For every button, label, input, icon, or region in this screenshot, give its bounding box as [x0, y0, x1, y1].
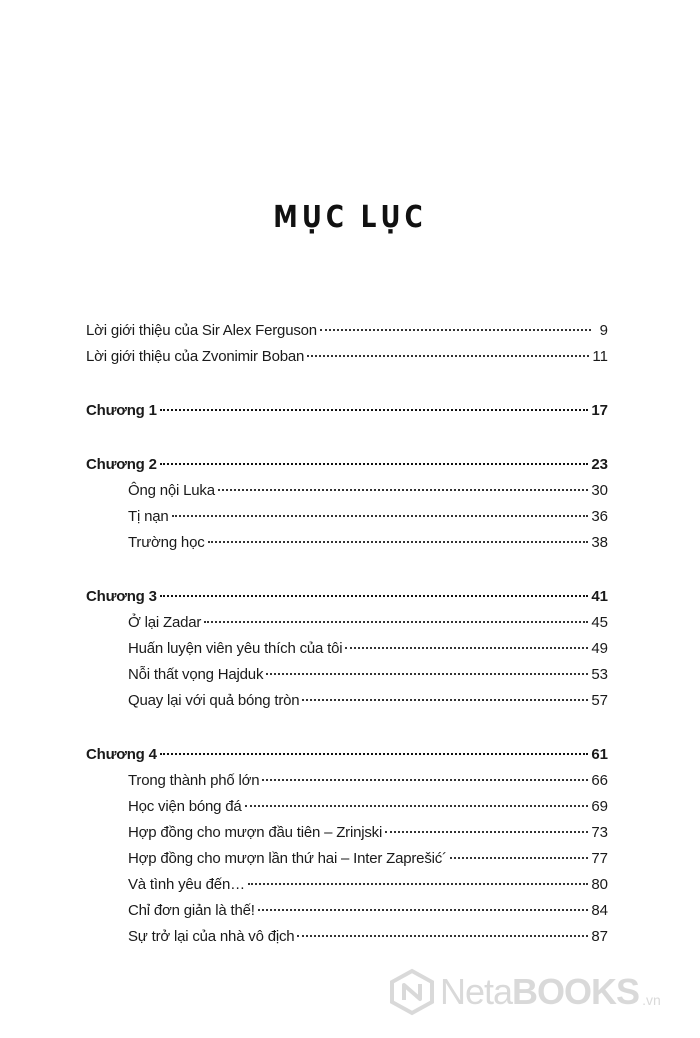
toc-page-number: 17 — [591, 402, 608, 419]
toc-page-number: 77 — [591, 850, 608, 867]
section-label: Hợp đồng cho mượn đầu tiên – Zrinjski — [128, 824, 383, 841]
dot-leader — [218, 489, 588, 491]
dot-leader — [345, 647, 588, 649]
toc-chapter[interactable] — [86, 452, 608, 478]
toc-page-number: 57 — [591, 692, 608, 709]
toc-chapter[interactable] — [86, 584, 608, 610]
toc-page-number: 87 — [591, 928, 608, 945]
toc-section[interactable] — [86, 898, 608, 924]
toc-page-number: 36 — [591, 508, 608, 525]
toc-section[interactable] — [86, 530, 608, 556]
toc-page-number: 23 — [591, 456, 608, 473]
section-label: Nỗi thất vọng Hajduk — [128, 666, 264, 683]
dot-leader — [160, 409, 589, 411]
dot-leader — [245, 805, 589, 807]
toc-section[interactable] — [86, 662, 608, 688]
toc-section[interactable] — [86, 636, 608, 662]
section-label: Huấn luyện viên yêu thích của tôi — [128, 640, 343, 657]
toc-page-number: 73 — [591, 824, 608, 841]
toc-section[interactable] — [86, 924, 608, 950]
section-label: Quay lại với quả bóng tròn — [128, 692, 300, 709]
section-label: Tị nạn — [128, 508, 169, 525]
dot-leader — [160, 595, 589, 597]
section-label: Hợp đồng cho mượn lần thứ hai – Inter Zaprešić´ — [128, 850, 447, 867]
toc-chapter[interactable] — [86, 742, 608, 768]
toc-page-number: 11 — [592, 348, 608, 365]
toc-section[interactable] — [86, 610, 608, 636]
dot-leader — [160, 463, 589, 465]
chapter-label: Chương 2 — [86, 456, 157, 473]
page-title: MỤC LỤC — [273, 200, 427, 235]
watermark-suffix: .vn — [642, 992, 661, 1008]
section-label: Trường học — [128, 534, 205, 551]
dot-leader — [258, 909, 589, 911]
netabooks-watermark — [388, 968, 661, 1016]
toc-section[interactable] — [86, 820, 608, 846]
toc-page-number: 49 — [591, 640, 608, 657]
dot-leader — [450, 857, 588, 859]
section-label: Và tình yêu đến… — [128, 876, 245, 893]
section-label: Sự trở lại của nhà vô địch — [128, 928, 295, 945]
chapter-label: Chương 3 — [86, 588, 157, 605]
watermark-brand-part2: BOOKS — [512, 971, 640, 1012]
toc-section[interactable] — [86, 504, 608, 530]
toc-page-number: 41 — [591, 588, 608, 605]
section-gap — [86, 714, 608, 742]
toc-section[interactable] — [86, 768, 608, 794]
toc-section[interactable] — [86, 688, 608, 714]
dot-leader — [307, 355, 589, 357]
toc-section[interactable] — [86, 794, 608, 820]
section-label: Chỉ đơn giản là thế! — [128, 902, 255, 919]
dot-leader — [266, 673, 588, 675]
dot-leader — [160, 753, 589, 755]
toc-page-number: 38 — [591, 534, 608, 551]
dot-leader — [262, 779, 588, 781]
toc-page-number: 9 — [599, 322, 608, 339]
watermark-brand — [440, 971, 639, 1013]
toc-chapter[interactable] — [86, 398, 608, 424]
dot-leader — [297, 935, 588, 937]
toc-entry-label: Lời giới thiệu của Sir Alex Ferguson — [86, 322, 317, 339]
dot-leader — [208, 541, 589, 543]
toc-section[interactable] — [86, 846, 608, 872]
toc-entry[interactable] — [86, 344, 608, 370]
dot-leader — [248, 883, 588, 885]
section-label: Học viện bóng đá — [128, 798, 242, 815]
dot-leader — [172, 515, 589, 517]
watermark-brand-part1: Neta — [440, 971, 513, 1012]
section-gap — [86, 424, 608, 452]
dot-leader — [320, 329, 591, 331]
toc-entry[interactable] — [86, 318, 608, 344]
chapter-label: Chương 1 — [86, 402, 157, 419]
table-of-contents — [86, 318, 608, 950]
chapter-label: Chương 4 — [86, 746, 157, 763]
toc-section[interactable] — [86, 872, 608, 898]
dot-leader — [302, 699, 588, 701]
dot-leader — [385, 831, 588, 833]
toc-page-number: 30 — [591, 482, 608, 499]
section-gap — [86, 370, 608, 398]
toc-page-number: 45 — [591, 614, 608, 631]
toc-section[interactable] — [86, 478, 608, 504]
toc-entry-label: Lời giới thiệu của Zvonimir Boban — [86, 348, 305, 365]
toc-page-number: 80 — [591, 876, 608, 893]
toc-page-number: 84 — [591, 902, 608, 919]
section-label: Ông nội Luka — [128, 482, 215, 499]
toc-page-number: 61 — [591, 746, 608, 763]
section-gap — [86, 556, 608, 584]
section-label: Trong thành phố lớn — [128, 772, 260, 789]
toc-page-number: 53 — [591, 666, 608, 683]
toc-page-number: 69 — [591, 798, 608, 815]
netabooks-logo-icon — [388, 968, 436, 1016]
toc-page-number: 66 — [591, 772, 608, 789]
dot-leader — [204, 621, 588, 623]
section-label: Ở lại Zadar — [128, 614, 202, 631]
